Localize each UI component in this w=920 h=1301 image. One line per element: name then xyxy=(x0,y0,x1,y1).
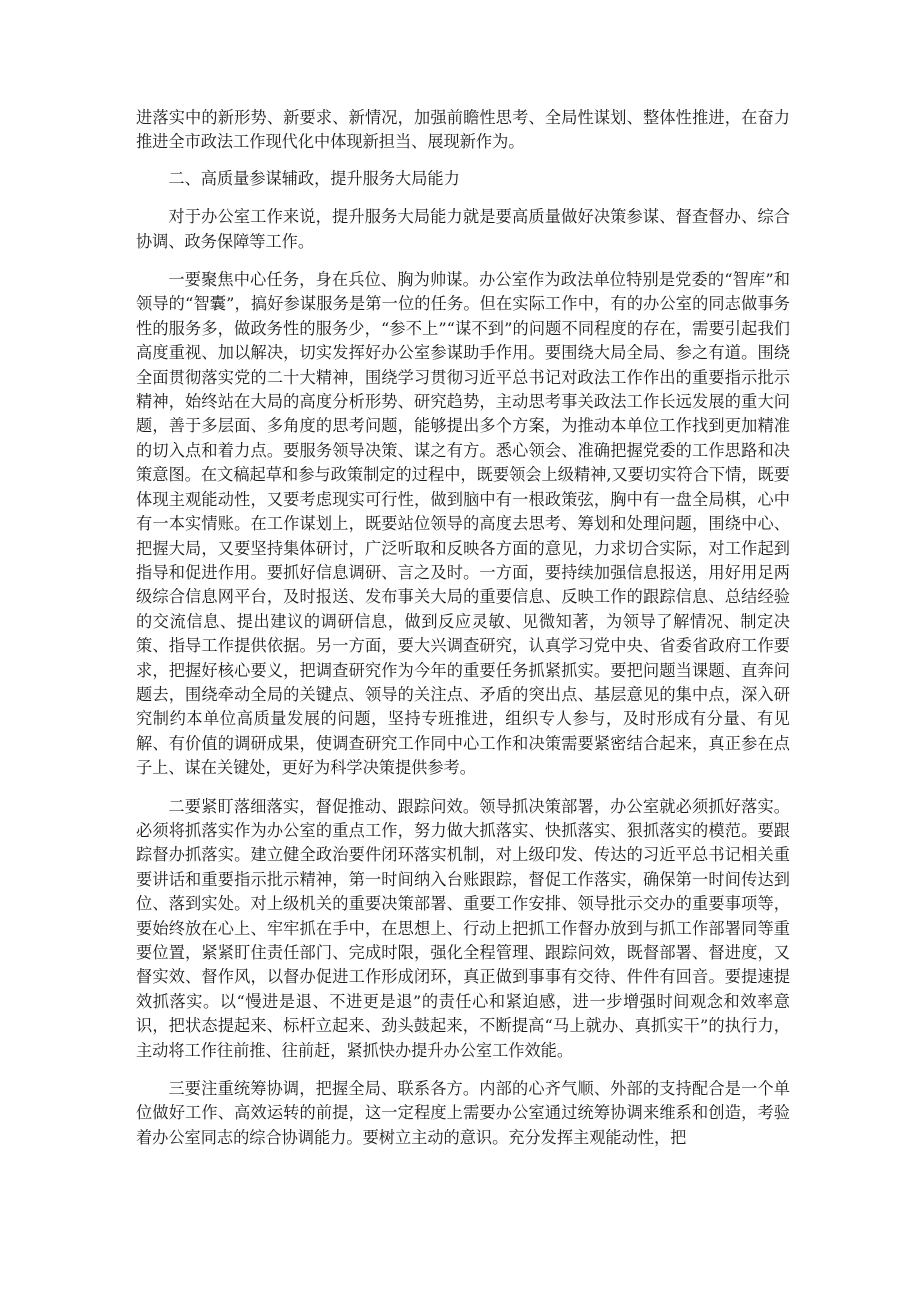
paragraph-intro: 对于办公室工作来说，提升服务大局能力就是要高质量做好决策参谋、督查督办、综合协调、政务保障等工作。 xyxy=(136,207,790,251)
section-heading: 二、高质量参谋辅政，提升服务大局能力 xyxy=(168,168,460,188)
paragraph-point-two: 二要紧盯落细落实，督促推动、跟踪问效。领导抓决策部署，办公室就必须抓好落实。必须将抓落实作为办公室的重点工作，努力做大抓落实、快抓落实、狠抓落实的模范。要跟踪督办抓落实。建立健全政治要件闭环落实机制，对上级印发、传达的习近平总书记相关重要讲话和重要指示批示精神，第一时间纳入台账跟踪，督促工作落实，确保第一时间传达到位、落到实处。对上级机关的重要决策部署、重要工作安排、领导批示交办的重要事项等，要始终放在心上、牢牢抓在手中，在思想上、行动上把抓工作督办放到与抓工作部署同等重要位置，紧紧盯住责任部门、完成时限，强化全程管理、跟踪问效，既督部署、督进度，又督实效、督作风，以督办促进工作形成闭环，真正做到事事有交待、件件有回音。要提速提效抓落实。以“慢进是退、不进更是退”的责任心和紧迫感，进一步增强时间观念和效率意识，把状态提起来、标杆立起来、劲头鼓起来，不断提高“马上就办、真抓实干”的执行力，主动将工作往前推、往前赶，紧抓快办提升办公室工作效能。 xyxy=(136,796,790,1060)
paragraph-point-three: 三要注重统筹协调，把握全局、联系各方。内部的心齐气顺、外部的支持配合是一个单位做好工作、高效运转的前提，这一定程度上需要办公室通过统筹协调来维系和创造，考验着办公室同志的综合协调能力。要树立主动的意识。充分发挥主观能动性，把 xyxy=(136,1079,790,1147)
paragraph-continuation: 进落实中的新形势、新要求、新情况，加强前瞻性思考、全局性谋划、整体性推进，在奋力推进全市政法工作现代化中体现新担当、展现新作为。 xyxy=(136,108,790,152)
document-body xyxy=(136,106,790,1164)
paragraph-point-one: 一要聚焦中心任务，身在兵位、胸为帅谋。办公室作为政法单位特别是党委的“智库”和领导的“智囊”，搞好参谋服务是第一位的任务。但在实际工作中，有的办公室的同志做事务性的服务多，做政务性的服务少，“参不上”“谋不到”的问题不同程度的存在，需要引起我们高度重视、加以解决，切实发挥好办公室参谋助手作用。要围绕大局全局、参之有道。围绕全面贯彻落实党的二十大精神，围绕学习贯彻习近平总书记对政法工作作出的重要指示批示精神，始终站在大局的高度分析形势、研究趋势，主动思考事关政法工作长远发展的重大问题，善于多层面、多角度的思考问题，能够提出多个方案，为推动本单位工作找到更加精准的切入点和着力点。要服务领导决策、谋之有方。悉心领会、准确把握党委的工作思路和决策意图。在文稿起草和参与政策制定的过程中，既要领会上级精神,又要切实符合下情，既要体现主观能动性，又要考虑现实可行性，做到脑中有一根政策弦，胸中有一盘全局棋，心中有一本实情账。在工作谋划上，既要站位领导的高度去思考、筹划和处理问题，围绕中心、把握大局，又要坚持集体研讨，广泛听取和反映各方面的意见，力求切合实际，对工作起到指导和促进作用。要抓好信息调研、言之及时。一方面，要持续加强信息报送，用好用足两级综合信息网平台，及时报送、发布事关大局的重要信息、反映工作的跟踪信息、总结经验的交流信息、提出建议的调研信息，做到反应灵敏、见微知著，为领导了解情况、制定决策、指导工作提供依据。另一方面，要大兴调查研究，认真学习党中央、省委省政府工作要求，把握好核心要义，把调查研究作为今年的重要任务抓紧抓实。要把问题当课题、直奔问题去，围绕牵动全局的关键点、领导的关注点、矛盾的突出点、基层意见的集中点，深入研究制约本单位高质量发展的问题，坚持专班推进，组织专人参与，及时形成有分量、有见解、有价值的调研成果，使调查研究工作同中心工作和决策需要紧密结合起来，真正参在点子上、谋在关键处，更好为科学决策提供参考。 xyxy=(136,270,790,778)
